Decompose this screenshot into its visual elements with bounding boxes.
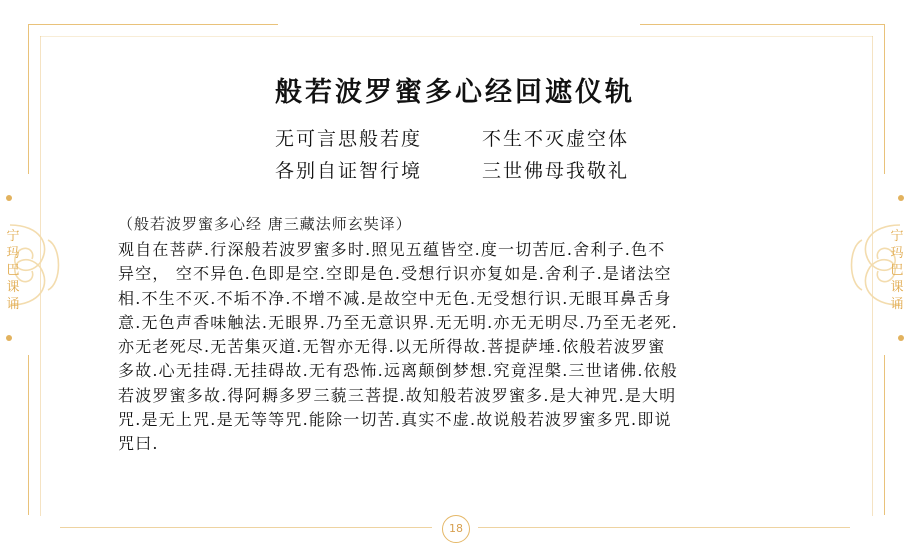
page-number: 18 [442,515,470,543]
frame-inner-top [40,36,873,37]
sutra-line: 异空， 空不异色.色即是空.空即是色.受想行识亦复如是.舍利子.是诸法空 [118,264,672,284]
verse-line2-left: 各别自证智行境 [275,160,423,182]
verse-line1-right: 不生不灭虚空体 [482,128,630,150]
frame-left-lower [28,355,29,515]
sutra-line: 意.无色声香味触法.无眼界.乃至无意识界.无无明.亦无无明尽.乃至无老死. [118,312,679,332]
frame-top-right [640,24,885,25]
frame-top-left [28,24,278,25]
left-side-label: 宁玛巴课诵 [6,229,20,312]
verse-line2-right: 三世佛母我敬礼 [482,160,630,182]
sutra-body [118,238,818,457]
verse-line1-left: 无可言思般若度 [275,128,423,150]
sutra-line: 若波罗蜜多故.得阿耨多罗三藐三菩提.故知般若波罗蜜多.是大神咒.是大明 [118,385,677,405]
bottom-separator-left [60,527,432,528]
sutra-line: 观自在菩萨.行深般若波罗蜜多时.照见五蕴皆空.度一切苦厄.舍利子.色不 [118,240,666,259]
sutra-line: 咒.是无上咒.是无等等咒.能除一切苦.真实不虚.故说般若波罗蜜多咒.即说 [118,410,672,430]
sutra-line: 多故.心无挂碍.无挂碍故.无有恐怖.远离颠倒梦想.究竟涅槃.三世诸佛.依般 [118,361,679,381]
bottom-separator-right [478,527,850,528]
sutra-line: 亦无老死尽.无苦集灭道.无智亦无得.以无所得故.菩提萨埵.依般若波罗蜜 [118,337,666,357]
frame-right-lower [884,355,885,515]
sutra-line: 相.不生不灭.不垢不净.不增不减.是故空中无色.无受想行识.无眼耳鼻舌身 [118,288,672,308]
source-note: （般若波罗蜜多心经 唐三藏法师玄奘译） [118,215,412,233]
right-side-label: 宁玛巴课诵 [890,229,904,312]
page-title: 般若波罗蜜多心经回遮仪轨 [275,77,635,108]
sutra-line: 咒曰. [118,434,159,454]
